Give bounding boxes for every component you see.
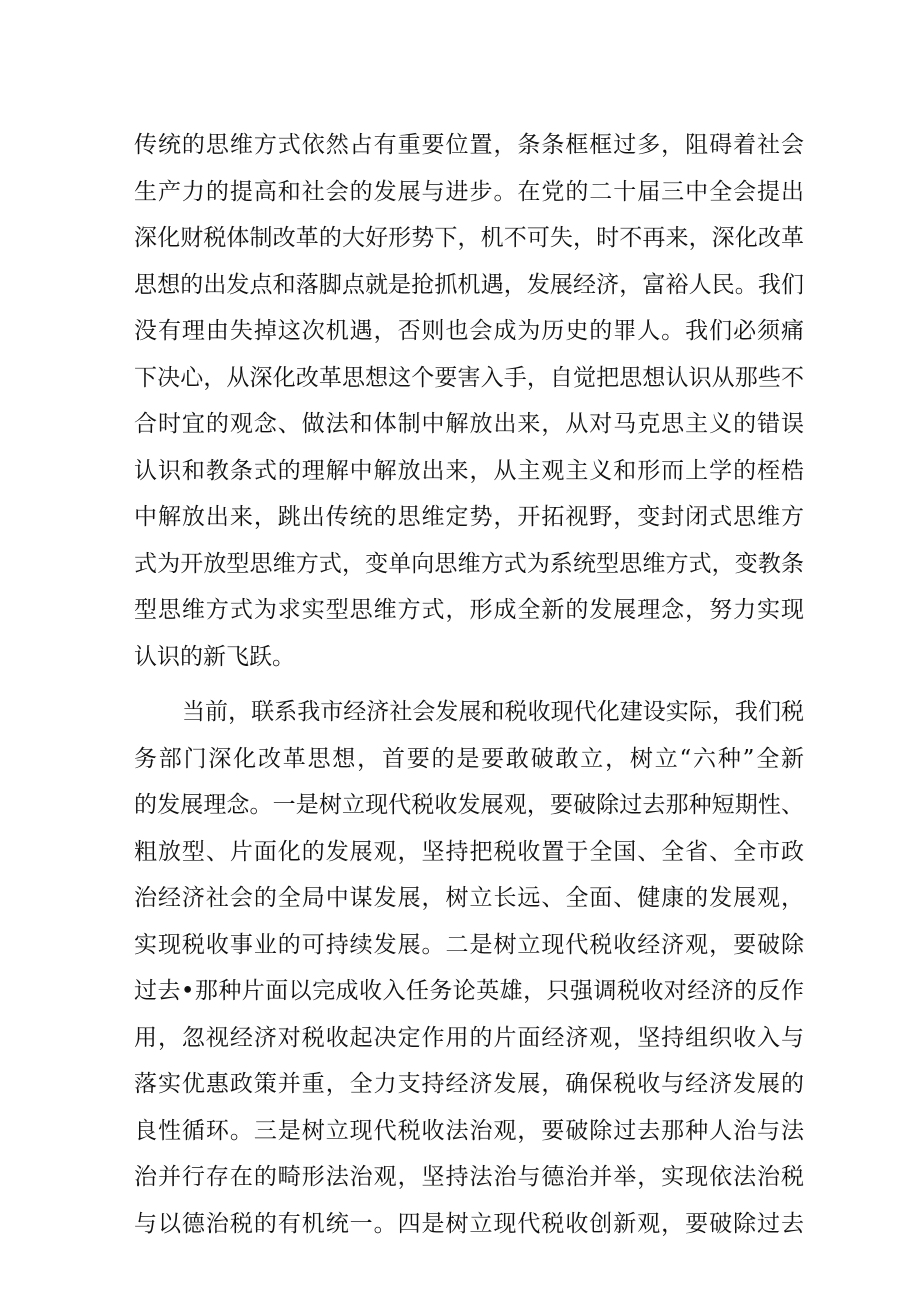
paragraph-line: 治经济社会的全局中谋发展，树立长远、全面、健康的发展观， xyxy=(134,885,804,911)
paragraph-line: 式为开放型思维方式，变单向思维方式为系统型思维方式，变教条 xyxy=(134,550,804,577)
paragraph-line: 思想的出发点和落脚点就是抢抓机遇，发展经济，富裕人民。我们 xyxy=(134,271,804,298)
paragraph-line: 良性循环。三是树立现代税收法治观，要破除过去那种人治与法 xyxy=(134,1117,804,1144)
paragraph-line: 生产力的提高和社会的发展与进步。在党的二十届三中全会提出 xyxy=(134,178,804,205)
paragraph-2 xyxy=(134,689,804,1247)
paragraph-line: 的发展理念。一是树立现代税收发展观，要破除过去那种短期性、 xyxy=(134,792,804,818)
paragraph-line: 型思维方式为求实型思维方式，形成全新的发展理念，努力实现 xyxy=(134,597,804,623)
paragraph-line: 合时宜的观念、做法和体制中解放出来，从对马克思主义的错误 xyxy=(134,411,804,437)
paragraph-line: 中解放出来，跳出传统的思维定势，开拓视野，变封闭式思维方 xyxy=(134,504,804,530)
paragraph-line: 实现税收事业的可持续发展。二是树立现代税收经济观，要破除 xyxy=(134,931,804,958)
paragraph-1 xyxy=(134,122,804,680)
paragraph-line: 下决心，从深化改革思想这个要害入手，自觉把思想认识从那些不 xyxy=(134,364,804,391)
paragraph-line: 认识和教条式的理解中解放出来，从主观主义和形而上学的桎梏 xyxy=(134,457,804,484)
paragraph-line: 传统的思维方式依然占有重要位置，条条框框过多，阻碍着社会 xyxy=(134,132,804,158)
paragraph-line: 当前，联系我市经济社会发展和税收现代化建设实际，我们税 xyxy=(182,699,804,725)
paragraph-line: 治并行存在的畸形法治观，坚持法治与德治并举，实现依法治税 xyxy=(134,1164,804,1190)
paragraph-line: 落实优惠政策并重，全力支持经济发展，确保税收与经济发展的 xyxy=(134,1071,804,1097)
paragraph-line: 用，忽视经济对税收起决定作用的片面经济观，坚持组织收入与 xyxy=(134,1024,804,1051)
paragraph-line: 没有理由失掉这次机遇，否则也会成为历史的罪人。我们必须痛 xyxy=(134,318,804,344)
paragraph-line: 务部门深化改革思想，首要的是要敢破敢立，树立“六种”全新 xyxy=(134,745,804,772)
paragraph-line: 与以德治税的有机统一。四是树立现代税收创新观，要破除过去 xyxy=(134,1210,804,1237)
paragraph-line: 深化财税体制改革的大好形势下，机不可失，时不再来，深化改革 xyxy=(134,225,804,251)
paragraph-spacer xyxy=(134,680,804,689)
paragraph-line: 过去•那种片面以完成收入任务论英雄，只强调税收对经济的反作 xyxy=(134,978,804,1004)
document-body xyxy=(134,122,804,1247)
paragraph-line: 粗放型、片面化的发展观，坚持把税收置于全国、全省、全市政 xyxy=(134,838,804,865)
paragraph-line: 认识的新飞跃。 xyxy=(134,643,295,670)
